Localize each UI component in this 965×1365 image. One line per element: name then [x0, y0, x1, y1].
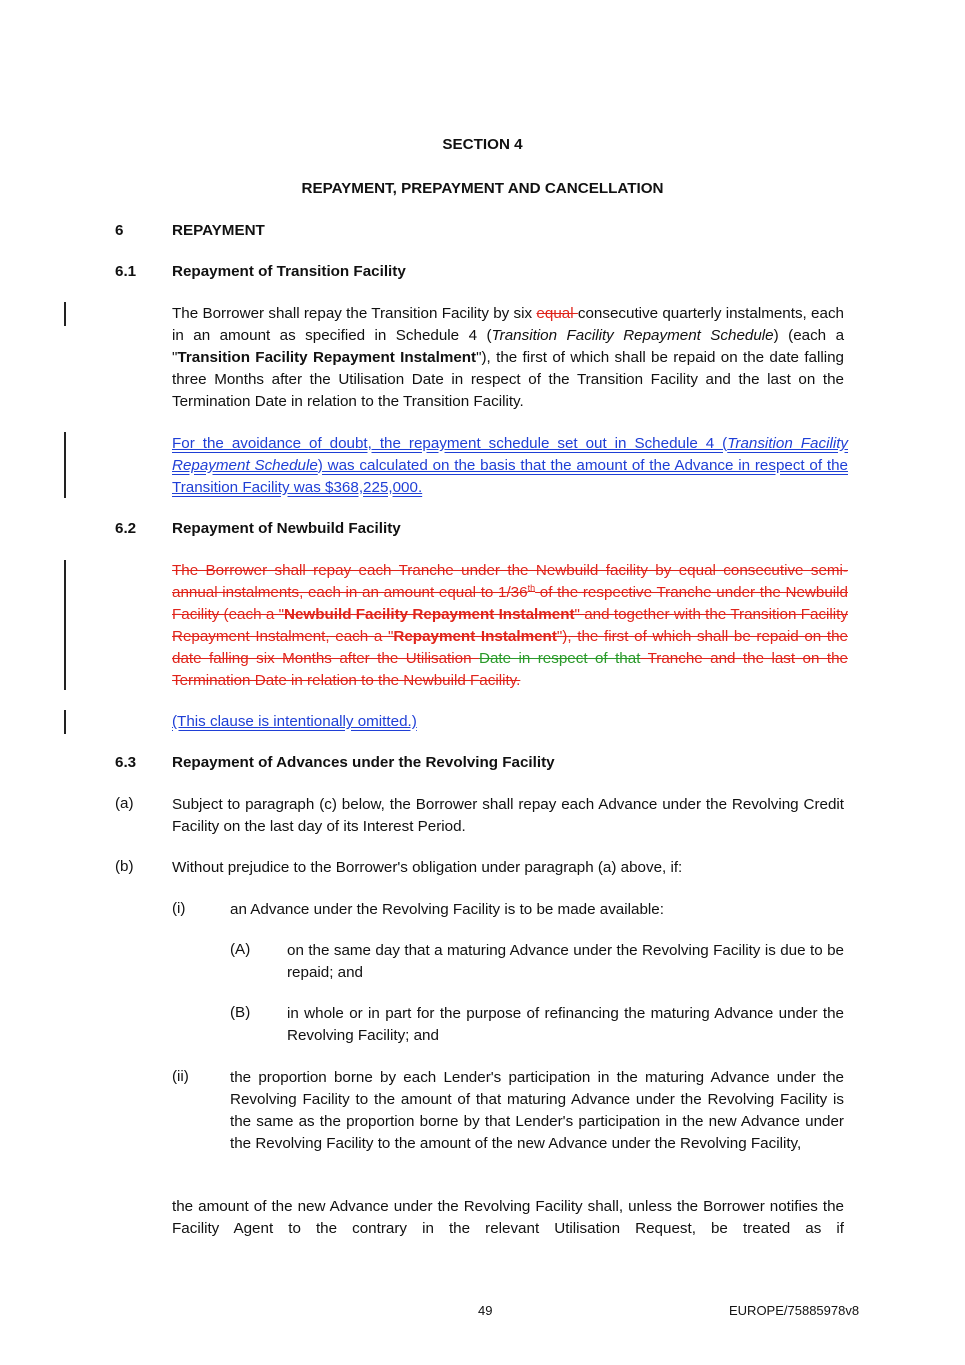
section-number: SECTION 4 [442, 136, 523, 153]
change-bar [64, 432, 66, 498]
paragraph-B-label: (B) [230, 1004, 251, 1021]
document-reference: EUROPE/75885978v8 [729, 1303, 860, 1318]
paragraph-i-label: (i) [172, 900, 186, 917]
deleted-text: equal [536, 305, 578, 322]
paragraph-A-text: on the same day that a maturing Advance under the Revolving Facility is due to be repaid; and [287, 942, 844, 981]
moved-text: Date in respect of that [478, 650, 641, 667]
paragraph-a-text: Subject to paragraph (c) below, the Borrower shall repay each Advance under the Revolving Credit Facility on the last day of its Interest Period. [172, 796, 844, 835]
paragraph-B-text: in whole or in part for the purpose of refinancing the maturing Advance under the Revolving Facility; and [287, 1005, 844, 1044]
paragraph-A-label: (A) [230, 941, 251, 958]
clause-6-2-number: 6.2 [115, 520, 137, 537]
clause-6-2-inserted-paragraph: (This clause is intentionally omitted.) [172, 713, 417, 730]
clause-6-3-title: Repayment of Advances under the Revolving Facility [172, 754, 555, 771]
paragraph-a-label: (a) [115, 795, 134, 812]
trailing-paragraph: the amount of the new Advance under the Revolving Facility shall, unless the Borrower notifies the Facility Agent to the contrary in the relevant Utilisation Request, be treated as if [172, 1198, 844, 1237]
change-bar [64, 710, 66, 734]
change-bar [64, 302, 66, 326]
clause-6-1-paragraph-1: The Borrower shall repay the Transition Facility by six equal consecutive quarterly instalments, each in an amount as specified in Schedule 4 (Transition Facility Repayment Schedule) (each a "Transition Facility Repayment Instalment"), the first of which shall be repaid on the date falling three Months after the Utilisation Date in respect of the Transition Facility and the last on the Termination Date in relation to the Transition Facility. [172, 305, 845, 410]
clause-6-2-title: Repayment of Newbuild Facility [172, 520, 401, 537]
clause-6-3-number: 6.3 [115, 754, 137, 771]
paragraph-i-text: an Advance under the Revolving Facility is to be made available: [230, 901, 664, 918]
clause-6-1-inserted-paragraph: For the avoidance of doubt, the repayment schedule set out in Schedule 4 (Transition Facility Repayment Schedule) was calculated on the basis that the amount of the Advance in respect of the Transition Facility was $368,225,000. [172, 435, 849, 496]
paragraph-b-label: (b) [115, 858, 134, 875]
clause-6-2-deleted-paragraph: The Borrower shall repay each Tranche under the Newbuild facility by equal consecutive semi-annual instalments, each in an amount equal to 1/36th of the respective Tranche under the Newbuild Facility (each a "Newbuild Facility Repayment Instalment" and together with the Transition Facility Repayment Instalment, each a "Repayment Instalment"), the first of which shall be repaid on the date falling six Months after the Utilisation Date in respect of that Tranche and the last on the Termination Date in relation to the Newbuild Facility. [172, 562, 848, 689]
paragraph-ii-label: (ii) [172, 1068, 189, 1085]
change-bar [64, 560, 66, 690]
clause-6-title: REPAYMENT [172, 222, 265, 239]
paragraph-b-text: Without prejudice to the Borrower's obligation under paragraph (a) above, if: [172, 859, 683, 876]
section-title: REPAYMENT, PREPAYMENT AND CANCELLATION [301, 180, 664, 197]
clause-6-number: 6 [115, 222, 124, 239]
page-number: 49 [478, 1303, 493, 1318]
clause-6-1-title: Repayment of Transition Facility [172, 263, 406, 280]
clause-6-1-number: 6.1 [115, 263, 137, 280]
paragraph-ii-text: the proportion borne by each Lender's participation in the maturing Advance under the Revolving Facility to the amount of that maturing Advance under the Revolving Facility is the same as the proportion borne by that Lender's participation in the new Advance under the Revolving Facility to the amount of the new Advance under the Revolving Facility, [230, 1069, 844, 1152]
